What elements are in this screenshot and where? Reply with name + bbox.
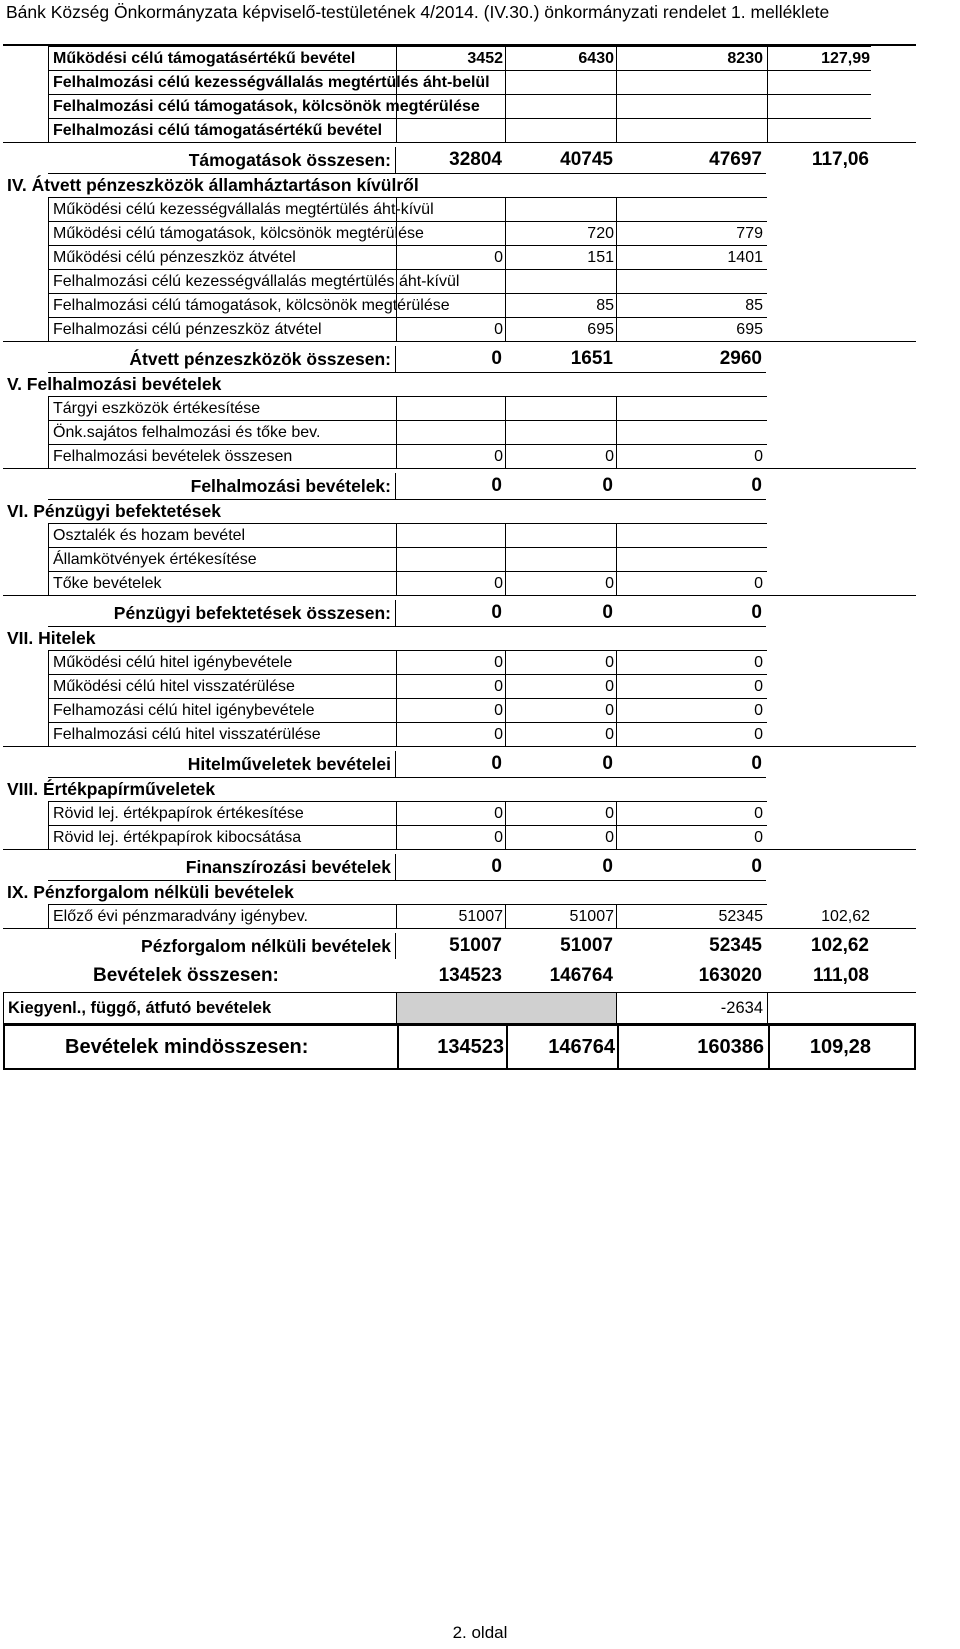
row-label: Felhalmozási célú támogatásértékű bevétel	[53, 122, 383, 139]
cell-value: 0	[751, 856, 762, 877]
page-number: 2. oldal	[452, 1623, 508, 1642]
cell-value: 0	[754, 702, 763, 719]
cell-value: 0	[751, 753, 762, 774]
table-row	[48, 396, 767, 420]
section-heading: VII. Hitelek	[7, 628, 96, 648]
table-row	[48, 94, 871, 118]
column-divider	[505, 270, 506, 293]
column-divider	[396, 421, 397, 444]
column-divider	[616, 524, 617, 547]
cell-value: 0	[602, 475, 613, 496]
cell-value: 0	[754, 829, 763, 846]
table-row	[48, 70, 871, 94]
row-label: Működési célú hitel igénybevétele	[53, 654, 293, 671]
row-label: Működési célú támogatásértékű bevétel	[53, 50, 356, 67]
table-row	[48, 547, 767, 571]
cell-value: 0	[605, 829, 614, 846]
table-row	[3, 928, 916, 959]
cell-value: 111,08	[812, 965, 869, 986]
cell-value: -2634	[720, 999, 763, 1017]
row-label: Felhalmozási célú kezességvállalás megtértülés áht-kívül	[53, 273, 460, 290]
cell-value: 102,62	[810, 935, 869, 956]
document-header: Bánk Község Önkormányzata képviselő-testületének 4/2014. (IV.30.) önkormányzati rendelet 1. melléklete	[6, 2, 830, 22]
cell-value: 0	[494, 575, 503, 592]
row-label: Felhalmozási bevételek összesen	[53, 448, 293, 465]
column-divider	[616, 119, 617, 142]
row-label: Tárgyi eszközök értékesítése	[53, 400, 261, 417]
cell-value: 163020	[698, 965, 762, 986]
cell-value: 3452	[467, 50, 503, 67]
table-row	[48, 245, 767, 269]
table-row	[48, 801, 767, 825]
table-row	[3, 1024, 916, 1070]
column-divider	[616, 397, 617, 420]
column-divider	[616, 71, 617, 94]
cell-value: 40745	[560, 149, 613, 170]
cell-value: 85	[745, 297, 763, 314]
table-row	[48, 46, 871, 70]
table-row	[3, 746, 916, 777]
cell-value: 0	[754, 678, 763, 695]
section-heading: V. Felhalmozási bevételek	[7, 374, 222, 394]
row-label: Rövid lej. értékpapírok értékesítése	[53, 805, 304, 822]
row-label: Kiegyenl., függő, átfutó bevételek	[8, 999, 272, 1017]
cell-value: 0	[605, 726, 614, 743]
column-divider	[616, 548, 617, 571]
cell-value: 0	[754, 726, 763, 743]
cell-value: 47697	[709, 149, 762, 170]
table-row	[48, 674, 767, 698]
column-divider	[767, 71, 768, 94]
table-row	[48, 317, 767, 341]
revenue-table	[3, 44, 916, 1070]
column-divider	[505, 71, 506, 94]
cell-value: 1401	[727, 249, 763, 266]
cell-value: 1651	[570, 348, 613, 369]
table-row	[48, 444, 767, 468]
row-label: Finanszírozási bevételek	[185, 857, 391, 877]
table-row	[3, 849, 916, 880]
cell-value: 0	[491, 475, 502, 496]
cell-value: 151	[587, 249, 614, 266]
table-row	[7, 626, 766, 650]
column-divider	[767, 95, 768, 118]
cell-value: 0	[602, 753, 613, 774]
row-label: Rövid lej. értékpapírok kibocsátása	[53, 829, 302, 846]
row-label: Előző évi pénzmaradvány igénybev.	[53, 908, 308, 925]
table-row	[48, 197, 767, 221]
cell-value: 0	[605, 448, 614, 465]
row-label: Átvett pénzeszközök összesen:	[129, 349, 391, 369]
table-row	[3, 142, 916, 173]
table-row	[48, 722, 767, 746]
cell-value: 85	[596, 297, 614, 314]
cell-value: 8230	[727, 50, 763, 67]
table-row	[48, 523, 767, 547]
row-label: Felhalmozási célú támogatások, kölcsönök megtérülése	[53, 297, 450, 314]
column-divider	[396, 993, 397, 1023]
cell-value: 102,62	[821, 908, 870, 925]
cell-value: 127,99	[821, 50, 870, 67]
cell-value: 134523	[438, 965, 502, 986]
cell-value: 160386	[697, 1036, 764, 1058]
column-divider	[616, 270, 617, 293]
table-row	[48, 269, 767, 293]
row-label: Bevételek összesen:	[93, 965, 279, 986]
cell-value: 0	[494, 654, 503, 671]
cell-value: 52345	[718, 908, 763, 925]
row-label: Felhalmozási célú hitel visszatérülése	[53, 726, 321, 743]
row-label: Működési célú pénzeszköz átvétel	[53, 249, 296, 266]
cell-value: 0	[494, 726, 503, 743]
cell-value: 0	[491, 348, 502, 369]
column-divider	[616, 421, 617, 444]
section-heading: IV. Átvett pénzeszközök államháztartáson kívülről	[7, 175, 419, 195]
cell-value: 0	[602, 602, 613, 623]
table-row	[3, 341, 916, 372]
cell-value: 695	[736, 321, 763, 338]
cell-value: 0	[494, 829, 503, 846]
table-row	[7, 499, 766, 523]
row-label: Pézforgalom nélküli bevételek	[141, 936, 391, 956]
column-divider	[505, 548, 506, 571]
row-label: Felhalmozási bevételek:	[190, 476, 391, 496]
row-label: Felhamozási célú hitel igénybevétele	[53, 702, 315, 719]
table-row	[3, 959, 916, 992]
column-divider	[396, 548, 397, 571]
cell-value: 117,06	[811, 149, 869, 170]
cell-value: 2960	[719, 348, 762, 369]
cell-value: 0	[494, 805, 503, 822]
table-row	[48, 420, 767, 444]
row-label: Hitelműveletek bevételei	[187, 754, 391, 774]
cell-value: 0	[605, 805, 614, 822]
section-heading: VI. Pénzügyi befektetések	[7, 501, 221, 521]
column-divider	[505, 95, 506, 118]
cell-value: 109,28	[809, 1036, 871, 1058]
section-heading: IX. Pénzforgalom nélküli bevételek	[7, 882, 294, 902]
column-divider	[767, 993, 768, 1023]
cell-value: 0	[605, 575, 614, 592]
column-divider	[505, 421, 506, 444]
row-label: Működési célú támogatások, kölcsönök megtérülése	[53, 225, 424, 242]
table-row	[48, 698, 767, 722]
row-label: Felhalmozási célú kezességvállalás megtértülés áht-belül	[53, 74, 490, 91]
column-divider	[767, 119, 768, 142]
table-row	[48, 904, 870, 928]
table-row	[7, 777, 766, 801]
cell-value: 0	[754, 448, 763, 465]
cell-value: 0	[754, 805, 763, 822]
cell-value: 52345	[709, 935, 762, 956]
table-row	[48, 650, 767, 674]
row-label: Működési célú hitel visszatérülése	[53, 678, 295, 695]
table-row	[3, 992, 916, 1024]
cell-value: 0	[494, 678, 503, 695]
cell-value: 0	[494, 321, 503, 338]
cell-value: 779	[736, 225, 763, 242]
cell-value: 0	[605, 702, 614, 719]
column-divider	[396, 397, 397, 420]
table-row	[48, 118, 871, 142]
cell-value: 51007	[569, 908, 614, 925]
cell-value: 0	[491, 856, 502, 877]
section-heading: VIII. Értékpapírműveletek	[7, 779, 216, 799]
cell-value: 695	[587, 321, 614, 338]
row-label: Bevételek mindösszesen:	[65, 1036, 309, 1058]
column-divider	[396, 119, 397, 142]
cell-value: 51007	[560, 935, 613, 956]
column-divider	[616, 198, 617, 221]
shaded-cell	[396, 993, 616, 1023]
table-row	[48, 221, 767, 245]
table-row	[7, 173, 766, 197]
column-divider	[505, 397, 506, 420]
table-row	[7, 372, 766, 396]
table-row	[48, 571, 767, 595]
cell-value: 0	[754, 654, 763, 671]
row-label: Államkötvények értékesítése	[53, 551, 257, 568]
row-label: Támogatások összesen:	[188, 150, 391, 170]
cell-value: 720	[587, 225, 614, 242]
table-row	[3, 595, 916, 626]
cell-value: 32804	[449, 149, 502, 170]
row-label: Önk.sajátos felhalmozási és tőke bev.	[53, 424, 321, 441]
cell-value: 0	[751, 602, 762, 623]
row-label: Felhalmozási célú pénzeszköz átvétel	[53, 321, 322, 338]
cell-value: 51007	[449, 935, 502, 956]
column-divider	[505, 119, 506, 142]
table-row	[7, 880, 766, 904]
cell-value: 6430	[578, 50, 614, 67]
column-divider	[505, 524, 506, 547]
cell-value: 0	[494, 249, 503, 266]
column-divider	[616, 95, 617, 118]
cell-value: 0	[491, 602, 502, 623]
cell-value: 0	[602, 856, 613, 877]
cell-value: 0	[494, 448, 503, 465]
cell-value: 134523	[437, 1036, 504, 1058]
cell-value: 0	[605, 654, 614, 671]
cell-value: 146764	[548, 1036, 615, 1058]
cell-value: 51007	[458, 908, 503, 925]
cell-value: 146764	[549, 965, 613, 986]
row-label: Pénzügyi befektetések összesen:	[113, 603, 391, 623]
column-divider	[396, 524, 397, 547]
cell-value: 0	[605, 678, 614, 695]
table-row	[3, 468, 916, 499]
row-label: Tőke bevételek	[53, 575, 162, 592]
table-row	[48, 293, 767, 317]
cell-value: 0	[494, 702, 503, 719]
row-label: Osztalék és hozam bevétel	[53, 527, 246, 544]
row-label: Felhalmozási célú támogatások, kölcsönök megtérülése	[53, 98, 480, 115]
table-row	[48, 825, 767, 849]
row-label: Működési célú kezességvállalás megtértülés áht-kívül	[53, 201, 434, 218]
cell-value: 0	[754, 575, 763, 592]
cell-value: 0	[751, 475, 762, 496]
column-divider	[505, 198, 506, 221]
cell-value: 0	[491, 753, 502, 774]
